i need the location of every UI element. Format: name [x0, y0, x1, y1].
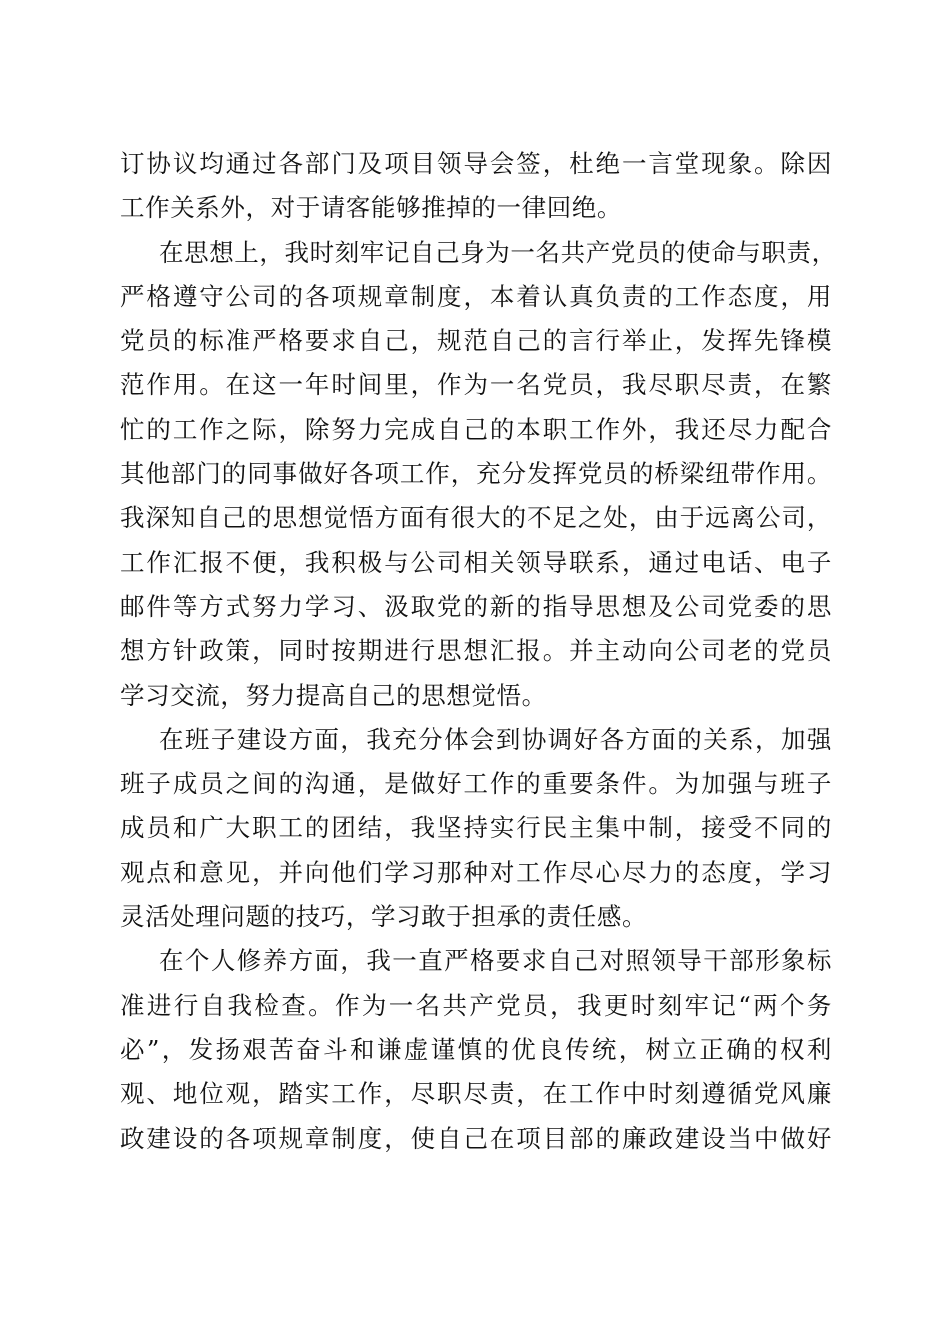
- text-line: 灵活处理问题的技巧，学习敢于担承的责任感。: [120, 902, 648, 932]
- text-line: 邮件等方式努力学习、汲取党的新的指导思想及公司党委的思: [120, 591, 832, 621]
- text-line: 想方针政策，同时按期进行思想汇报。并主动向公司老的党员: [120, 636, 832, 666]
- text-line: 工作关系外，对于请客能够推掉的一律回绝。: [120, 193, 622, 223]
- text-line: 成员和广大职工的团结，我坚持实行民主集中制，接受不同的: [120, 813, 832, 843]
- text-line: 其他部门的同事做好各项工作，充分发挥党员的桥梁纽带作用。: [120, 459, 832, 489]
- text-line: 观、地位观，踏实工作，尽职尽责，在工作中时刻遵循党风廉: [120, 1079, 832, 1109]
- text-line: 政建设的各项规章制度，使自己在项目部的廉政建设当中做好: [120, 1123, 832, 1153]
- text-line: 工作汇报不便，我积极与公司相关领导联系，通过电话、电子: [120, 547, 832, 577]
- text-line: 班子成员之间的沟通，是做好工作的重要条件。为加强与班子: [120, 769, 832, 799]
- paragraph-start-line: 在思想上，我时刻牢记自己身为一名共产党员的使命与职责，: [159, 237, 837, 267]
- text-line: 观点和意见，并向他们学习那种对工作尽心尽力的态度，学习: [120, 857, 832, 887]
- text-line: 必”，发扬艰苦奋斗和谦虚谨慎的优良传统，树立正确的权利: [120, 1034, 832, 1064]
- text-line: 订协议均通过各部门及项目领导会签，杜绝一言堂现象。除因: [120, 149, 832, 178]
- text-line: 我深知自己的思想觉悟方面有很大的不足之处，由于远离公司，: [120, 503, 832, 533]
- paragraph-start-line: 在班子建设方面，我充分体会到协调好各方面的关系，加强: [159, 724, 832, 754]
- text-line: 党员的标准严格要求自己，规范自己的言行举止，发挥先锋模: [120, 326, 832, 356]
- text-line: 学习交流，努力提高自己的思想觉悟。: [120, 680, 547, 710]
- paragraph-start-line: 在个人修养方面，我一直严格要求自己对照领导干部形象标: [159, 946, 832, 976]
- text-line: 准进行自我检查。作为一名共产党员，我更时刻牢记“两个务: [120, 990, 832, 1020]
- document-body: [120, 142, 837, 1161]
- text-line: 严格遵守公司的各项规章制度，本着认真负责的工作态度，用: [120, 281, 832, 311]
- text-line: 范作用。在这一年时间里，作为一名党员，我尽职尽责，在繁: [120, 370, 832, 400]
- text-line: 忙的工作之际，除努力完成自己的本职工作外，我还尽力配合: [120, 414, 832, 444]
